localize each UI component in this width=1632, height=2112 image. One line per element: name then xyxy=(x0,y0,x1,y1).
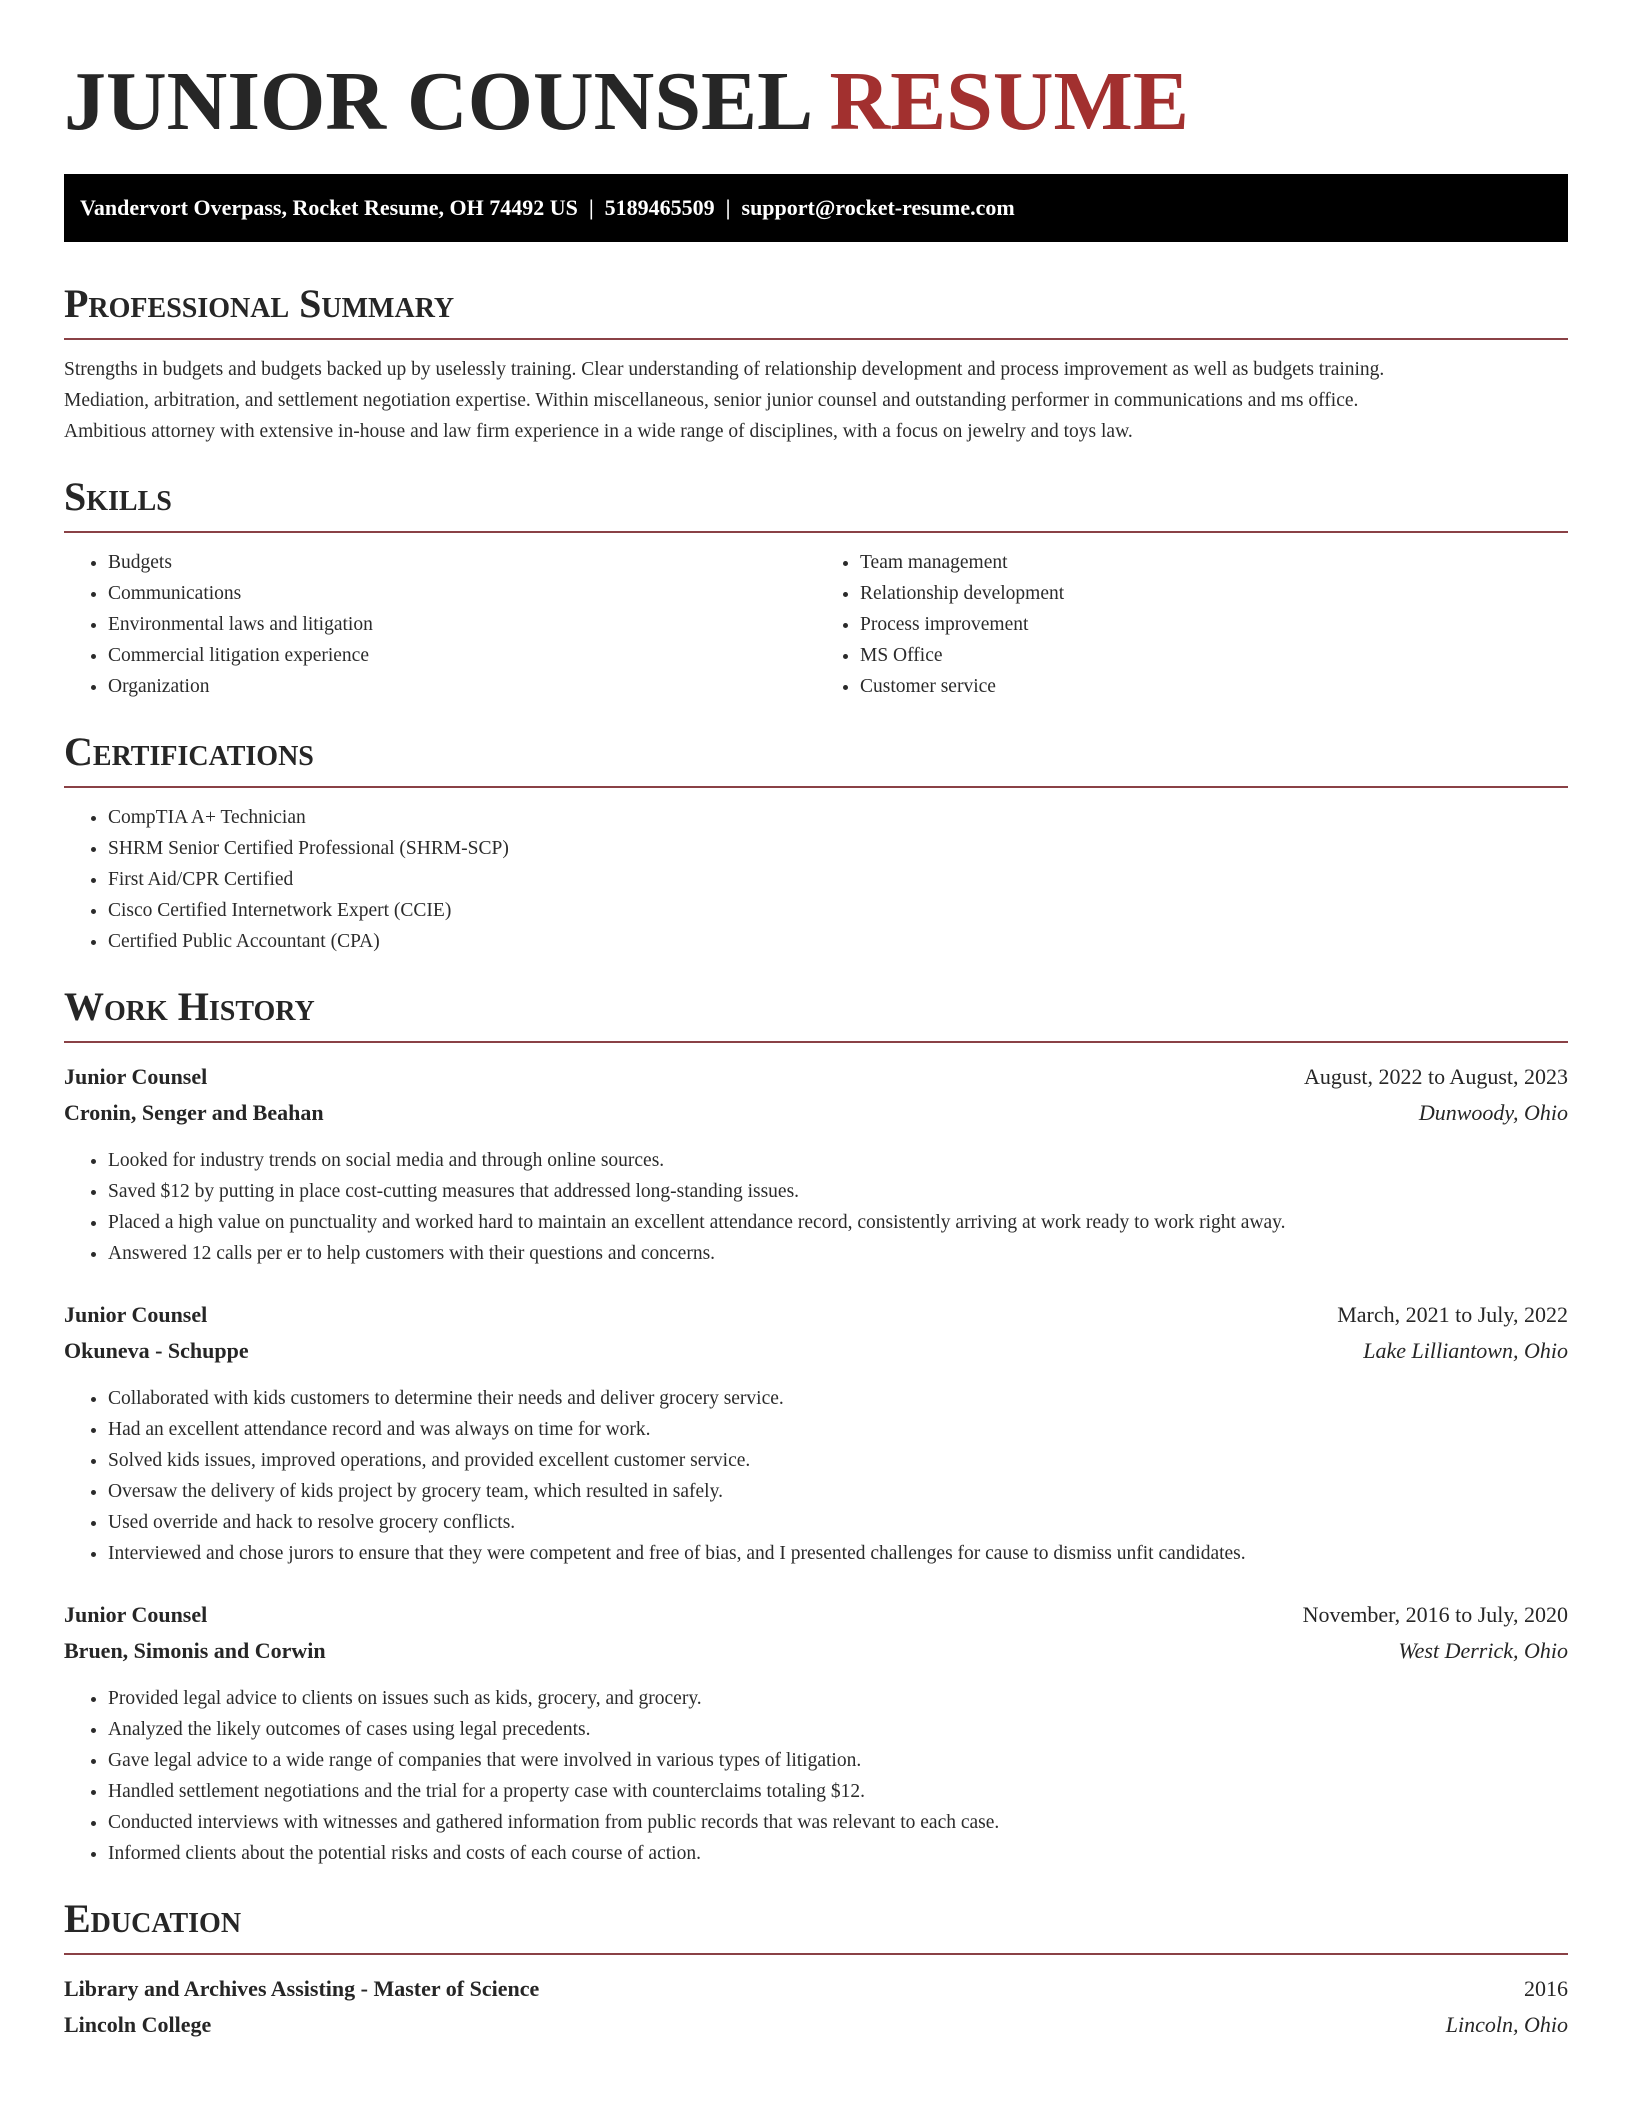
skills-columns xyxy=(64,533,1568,702)
education-year: 2016 xyxy=(1524,1975,1568,2001)
job-location: Dunwoody, Ohio xyxy=(1418,1099,1568,1125)
summary-text xyxy=(64,354,1568,447)
job-duty: • Collaborated with kids customers to determine their needs and deliver grocery service. xyxy=(108,1383,1568,1414)
education-school: Lincoln College xyxy=(64,2011,212,2037)
education-entry xyxy=(64,1971,1568,2043)
education-heading: Education xyxy=(64,1895,242,1941)
job-duties-list xyxy=(64,1145,1568,1269)
skill-item: • Commercial litigation experience xyxy=(108,640,816,671)
skill-item: • Organization xyxy=(108,671,816,702)
skill-item: • Communications xyxy=(108,578,816,609)
job-duty: • Analyzed the likely outcomes of cases using legal precedents. xyxy=(108,1714,1568,1745)
summary-heading: Professional Summary xyxy=(64,280,455,326)
job-company-row xyxy=(64,1333,1568,1369)
skill-item: • Team management xyxy=(860,547,1568,578)
summary-line: Mediation, arbitration, and settlement negotiation expertise. Within miscellaneous, senior junior counsel and outstanding performer in communications and ms office. xyxy=(64,389,1359,411)
skill-item: • Environmental laws and litigation xyxy=(108,609,816,640)
job-company: Okuneva - Schuppe xyxy=(64,1337,249,1363)
job-dates: November, 2016 to July, 2020 xyxy=(1302,1601,1568,1627)
resume-page xyxy=(64,0,1568,2043)
skill-item: • Process improvement xyxy=(860,609,1568,640)
job-duty: • Gave legal advice to a wide range of companies that were involved in various types of litigation. xyxy=(108,1745,1568,1776)
job-title: Junior Counsel xyxy=(64,1301,208,1327)
job-entry xyxy=(64,1597,1568,1869)
job-duty: • Used override and hack to resolve grocery conflicts. xyxy=(108,1507,1568,1538)
job-title: Junior Counsel xyxy=(64,1063,208,1089)
skill-item: • Customer service xyxy=(860,671,1568,702)
certification-item: • Cisco Certified Internetwork Expert (CCIE) xyxy=(108,895,1568,926)
summary-divider xyxy=(64,338,1568,340)
work-history-divider xyxy=(64,1041,1568,1043)
job-duty: • Interviewed and chose jurors to ensure that they were competent and free of bias, and I presented challenges for cause to dismiss unfit candidates. xyxy=(108,1538,1568,1569)
job-company: Cronin, Senger and Beahan xyxy=(64,1099,324,1125)
job-duty: • Answered 12 calls per er to help customers with their questions and concerns. xyxy=(108,1238,1568,1269)
job-duty: • Had an excellent attendance record and was always on time for work. xyxy=(108,1414,1568,1445)
skills-heading: Skills xyxy=(64,473,172,519)
education-school-row xyxy=(64,2007,1568,2043)
certifications-heading: Certifications xyxy=(64,728,314,774)
job-company-row xyxy=(64,1633,1568,1669)
job-title: Junior Counsel xyxy=(64,1601,208,1627)
title-accent: RESUME xyxy=(829,55,1189,148)
education-degree: Library and Archives Assisting - Master of Science xyxy=(64,1975,540,2001)
certification-item: • Certified Public Accountant (CPA) xyxy=(108,926,1568,957)
job-entry xyxy=(64,1297,1568,1569)
skills-list-right xyxy=(816,547,1568,702)
job-duty: • Saved $12 by putting in place cost-cutting measures that addressed long-standing issues. xyxy=(108,1176,1568,1207)
skill-item: • MS Office xyxy=(860,640,1568,671)
job-duty: • Informed clients about the potential risks and costs of each course of action. xyxy=(108,1838,1568,1869)
resume-title xyxy=(64,52,1568,153)
skill-item: • Relationship development xyxy=(860,578,1568,609)
skill-item: • Budgets xyxy=(108,547,816,578)
job-dates: March, 2021 to July, 2022 xyxy=(1337,1301,1568,1327)
skills-list-left xyxy=(64,547,816,702)
summary-line: Ambitious attorney with extensive in-house and law firm experience in a wide range of disciplines, with a focus on jewelry and toys law. xyxy=(64,420,1133,442)
education-degree-row xyxy=(64,1971,1568,2007)
job-header-row xyxy=(64,1059,1568,1095)
contact-bar: Vandervort Overpass, Rocket Resume, OH 74492 US | 5189465509 | support@rocket-resume.com xyxy=(64,174,1568,242)
job-location: West Derrick, Ohio xyxy=(1398,1637,1568,1663)
education-divider xyxy=(64,1953,1568,1955)
job-duty: • Conducted interviews with witnesses and gathered information from public records that was relevant to each case. xyxy=(108,1807,1568,1838)
job-dates: August, 2022 to August, 2023 xyxy=(1303,1063,1568,1089)
summary-line: Strengths in budgets and budgets backed up by uselessly training. Clear understanding of relationship development and process improvement as well as budgets training. xyxy=(64,358,1385,380)
job-entry xyxy=(64,1059,1568,1269)
job-duty: • Provided legal advice to clients on issues such as kids, grocery, and grocery. xyxy=(108,1683,1568,1714)
certifications-list xyxy=(64,802,1568,957)
job-header-row xyxy=(64,1297,1568,1333)
certification-item: • SHRM Senior Certified Professional (SHRM-SCP) xyxy=(108,833,1568,864)
job-duty: • Placed a high value on punctuality and worked hard to maintain an excellent attendance record, consistently arriving at work ready to work right away. xyxy=(108,1207,1568,1238)
certification-item: • CompTIA A+ Technician xyxy=(108,802,1568,833)
job-duty: • Looked for industry trends on social media and through online sources. xyxy=(108,1145,1568,1176)
job-duty: • Solved kids issues, improved operations, and provided excellent customer service. xyxy=(108,1445,1568,1476)
education-location: Lincoln, Ohio xyxy=(1445,2011,1568,2037)
job-duties-list xyxy=(64,1683,1568,1869)
job-company: Bruen, Simonis and Corwin xyxy=(64,1637,326,1663)
job-duty: • Handled settlement negotiations and the trial for a property case with counterclaims totaling $12. xyxy=(108,1776,1568,1807)
job-duties-list xyxy=(64,1383,1568,1569)
certification-item: • First Aid/CPR Certified xyxy=(108,864,1568,895)
certifications-divider xyxy=(64,786,1568,788)
job-location: Lake Lilliantown, Ohio xyxy=(1363,1337,1568,1363)
work-history-heading: Work History xyxy=(64,983,315,1029)
job-header-row xyxy=(64,1597,1568,1633)
title-main: JUNIOR COUNSEL xyxy=(64,55,809,148)
job-company-row xyxy=(64,1095,1568,1131)
job-duty: • Oversaw the delivery of kids project by grocery team, which resulted in safely. xyxy=(108,1476,1568,1507)
